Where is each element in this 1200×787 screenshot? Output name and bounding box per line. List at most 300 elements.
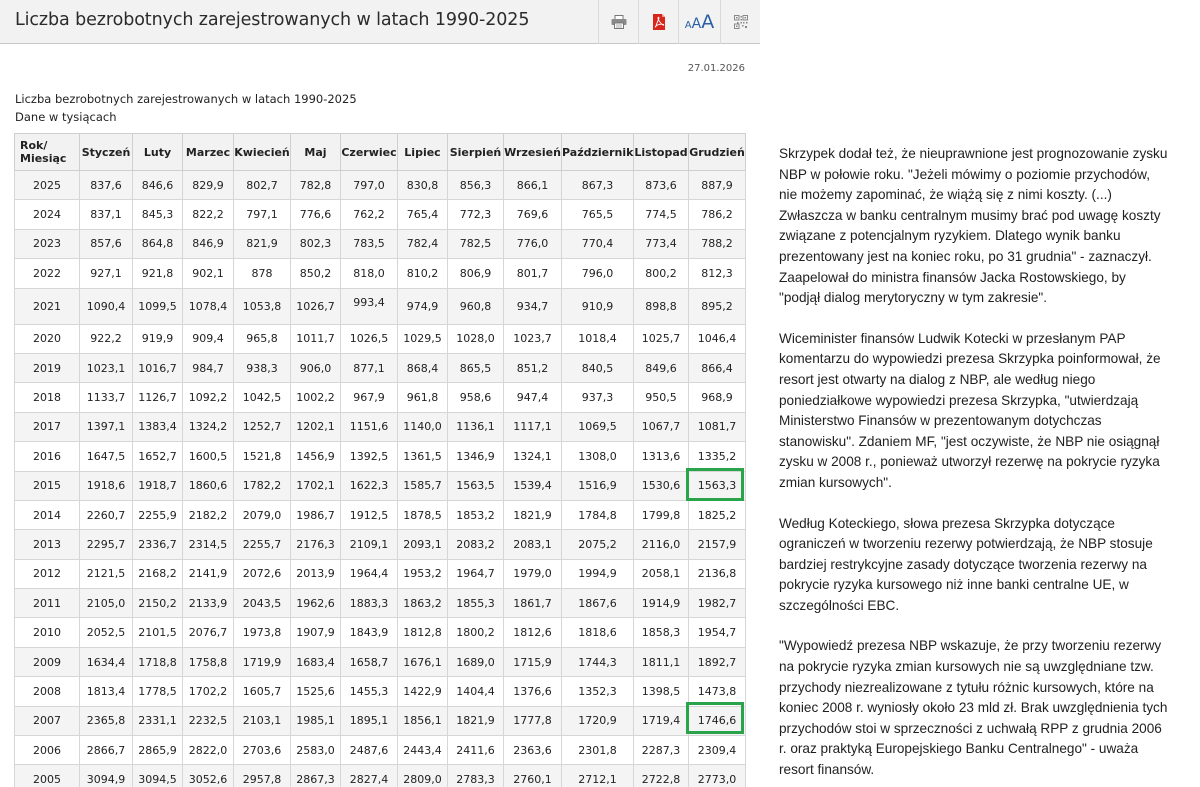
value-cell: 1895,1	[341, 706, 398, 735]
value-cell: 2773,0	[689, 765, 746, 787]
value-cell: 1392,5	[341, 442, 398, 471]
value-cell: 2075,2	[562, 530, 634, 559]
value-cell: 1078,4	[183, 288, 234, 324]
month-header: Listopad	[634, 134, 689, 171]
value-cell: 887,9	[689, 171, 746, 200]
value-cell: 802,7	[234, 171, 291, 200]
value-cell: 1964,7	[448, 559, 504, 588]
value-cell: 1335,2	[689, 442, 746, 471]
value-cell: 1973,8	[234, 618, 291, 647]
value-cell: 1843,9	[341, 618, 398, 647]
value-cell: 1744,3	[562, 647, 634, 676]
value-cell: 1813,4	[80, 677, 133, 706]
table-row	[15, 200, 746, 229]
value-cell: 2443,4	[398, 736, 448, 765]
value-cell: 2314,5	[183, 530, 234, 559]
pdf-button[interactable]	[638, 0, 678, 44]
table-row	[15, 442, 746, 471]
month-header: Czerwiec	[341, 134, 398, 171]
value-cell: 796,0	[562, 259, 634, 288]
article	[779, 144, 1169, 787]
value-cell: 837,1	[80, 200, 133, 229]
header-bar	[0, 0, 760, 44]
value-cell: 1028,0	[448, 324, 504, 353]
year-cell: 2017	[15, 412, 80, 441]
value-cell: 770,4	[562, 229, 634, 258]
value-cell: 1818,6	[562, 618, 634, 647]
font-large-glyph[interactable]: A	[701, 10, 715, 33]
value-cell: 857,6	[80, 229, 133, 258]
value-cell: 1563,3	[689, 471, 746, 500]
value-cell: 2363,6	[504, 736, 562, 765]
value-cell: 2116,0	[634, 530, 689, 559]
value-cell: 818,0	[341, 259, 398, 288]
article-paragraph: Skrzypek dodał też, że nieuprawnione jest prognozowanie zysku NBP w połowie roku. "Jeżeli mówimy o poziomie przychodów, nie możemy zapominać, że wiążą się z nimi koszty. (...) Zwłaszcza w banku centralnym musimy brać pod uwagę koszty związane z potencjalnym ryzykiem. Dlatego wynik banku prezentowany jest na koniec roku, po 31 grudnia" - zaznaczył. Zaapelował do ministra finansów Jacka Rostowskiego, by "podjął dialog merytoryczny w tym zakresie".	[779, 146, 1168, 306]
value-cell: 1456,9	[291, 442, 341, 471]
value-cell: 1799,8	[634, 500, 689, 529]
font-small-glyph[interactable]: A	[684, 19, 692, 31]
value-cell: 851,2	[504, 353, 562, 382]
value-cell: 1918,7	[133, 471, 183, 500]
value-cell: 961,8	[398, 383, 448, 412]
table-caption-title: Liczba bezrobotnych zarejestrowanych w latach 1990-2025	[15, 92, 357, 106]
qr-code-icon	[734, 15, 748, 29]
value-cell: 873,6	[634, 171, 689, 200]
year-cell: 2009	[15, 647, 80, 676]
value-cell: 1863,2	[398, 589, 448, 618]
year-cell: 2006	[15, 736, 80, 765]
value-cell: 1324,1	[504, 442, 562, 471]
value-cell: 1026,5	[341, 324, 398, 353]
value-cell: 1398,5	[634, 677, 689, 706]
value-cell: 829,9	[183, 171, 234, 200]
value-cell: 2260,7	[80, 500, 133, 529]
value-cell: 1525,6	[291, 677, 341, 706]
value-cell: 2703,6	[234, 736, 291, 765]
value-cell: 1867,6	[562, 589, 634, 618]
value-cell: 1011,7	[291, 324, 341, 353]
value-cell: 910,9	[562, 288, 634, 324]
value-cell: 776,6	[291, 200, 341, 229]
month-header: Grudzień	[689, 134, 746, 171]
table-row	[15, 765, 746, 787]
value-cell: 1800,2	[448, 618, 504, 647]
value-cell: 1784,8	[562, 500, 634, 529]
value-cell: 2176,3	[291, 530, 341, 559]
value-cell: 2809,0	[398, 765, 448, 787]
value-cell: 801,7	[504, 259, 562, 288]
value-cell: 1883,3	[341, 589, 398, 618]
value-cell: 1397,1	[80, 412, 133, 441]
value-cell: 2121,5	[80, 559, 133, 588]
value-cell: 1252,7	[234, 412, 291, 441]
value-cell: 2083,2	[448, 530, 504, 559]
value-cell: 2255,7	[234, 530, 291, 559]
value-cell: 849,6	[634, 353, 689, 382]
year-month-header	[15, 134, 80, 171]
table-row	[15, 618, 746, 647]
value-cell: 1811,1	[634, 647, 689, 676]
value-cell: 1912,5	[341, 500, 398, 529]
report-date: 27.01.2026	[687, 63, 745, 74]
value-cell: 2867,3	[291, 765, 341, 787]
value-cell: 845,3	[133, 200, 183, 229]
font-size-icon	[684, 10, 715, 33]
article-paragraph: Według Koteckiego, słowa prezesa Skrzypka dotyczące ograniczeń w tworzeniu rezerwy potwierdzają, że NBP stosuje bardziej restrykcyjne zasady dotyczące tworzenia rezerwy na pokrycie ryzyka kursowego niż inne banki centralne UE, w szczególności EBC.	[779, 515, 1153, 613]
table-row	[15, 500, 746, 529]
value-cell: 1719,9	[234, 647, 291, 676]
value-cell: 806,9	[448, 259, 504, 288]
value-cell: 782,4	[398, 229, 448, 258]
value-cell: 1777,8	[504, 706, 562, 735]
value-cell: 840,5	[562, 353, 634, 382]
value-cell: 2136,8	[689, 559, 746, 588]
value-cell: 3094,5	[133, 765, 183, 787]
value-cell: 810,2	[398, 259, 448, 288]
value-cell: 1605,7	[234, 677, 291, 706]
value-cell: 1979,0	[504, 559, 562, 588]
table-header-row	[15, 134, 746, 171]
table-caption-unit: Dane w tysiącach	[15, 110, 117, 124]
table-row	[15, 736, 746, 765]
year-cell: 2007	[15, 706, 80, 735]
value-cell: 1878,5	[398, 500, 448, 529]
month-header: Maj	[291, 134, 341, 171]
value-cell: 927,1	[80, 259, 133, 288]
value-cell: 1634,4	[80, 647, 133, 676]
table-row	[15, 706, 746, 735]
value-cell: 2295,7	[80, 530, 133, 559]
year-cell: 2025	[15, 171, 80, 200]
value-cell: 958,6	[448, 383, 504, 412]
value-cell: 1622,3	[341, 471, 398, 500]
value-cell: 1812,8	[398, 618, 448, 647]
year-cell: 2010	[15, 618, 80, 647]
print-button[interactable]	[598, 0, 638, 44]
value-cell: 1126,7	[133, 383, 183, 412]
qr-code-button[interactable]	[720, 0, 760, 44]
value-cell: 1914,9	[634, 589, 689, 618]
value-cell: 1563,5	[448, 471, 504, 500]
value-cell: 1715,9	[504, 647, 562, 676]
value-cell: 2103,1	[234, 706, 291, 735]
value-cell: 2309,4	[689, 736, 746, 765]
value-cell: 2109,1	[341, 530, 398, 559]
month-header: Styczeń	[80, 134, 133, 171]
value-cell: 1067,7	[634, 412, 689, 441]
value-cell: 2365,8	[80, 706, 133, 735]
value-cell: 762,2	[341, 200, 398, 229]
value-cell: 797,1	[234, 200, 291, 229]
value-cell: 2331,1	[133, 706, 183, 735]
month-header: Kwiecień	[234, 134, 291, 171]
value-cell: 830,8	[398, 171, 448, 200]
value-cell: 960,8	[448, 288, 504, 324]
value-cell: 1455,3	[341, 677, 398, 706]
value-cell: 1053,8	[234, 288, 291, 324]
value-cell: 797,0	[341, 171, 398, 200]
value-cell: 765,4	[398, 200, 448, 229]
value-cell: 934,7	[504, 288, 562, 324]
value-cell: 2150,2	[133, 589, 183, 618]
value-cell: 2336,7	[133, 530, 183, 559]
value-cell: 1539,4	[504, 471, 562, 500]
value-cell: 773,4	[634, 229, 689, 258]
month-header: Wrzesień	[504, 134, 562, 171]
year-header-line2: Miesiąc	[20, 152, 67, 165]
year-cell: 2024	[15, 200, 80, 229]
value-cell: 1473,8	[689, 677, 746, 706]
table-row	[15, 647, 746, 676]
value-cell: 1404,4	[448, 677, 504, 706]
value-cell: 1069,5	[562, 412, 634, 441]
year-cell: 2016	[15, 442, 80, 471]
value-cell: 1858,3	[634, 618, 689, 647]
value-cell: 1025,7	[634, 324, 689, 353]
value-cell: 2287,3	[634, 736, 689, 765]
value-cell: 1856,1	[398, 706, 448, 735]
year-cell: 2014	[15, 500, 80, 529]
value-cell: 2722,8	[634, 765, 689, 787]
value-cell: 1324,2	[183, 412, 234, 441]
year-cell: 2015	[15, 471, 80, 500]
value-cell: 1092,2	[183, 383, 234, 412]
year-cell: 2005	[15, 765, 80, 787]
year-cell: 2021	[15, 288, 80, 324]
value-cell: 1346,9	[448, 442, 504, 471]
year-cell: 2022	[15, 259, 80, 288]
value-cell: 2783,3	[448, 765, 504, 787]
value-cell: 2255,9	[133, 500, 183, 529]
value-cell: 1361,5	[398, 442, 448, 471]
value-cell: 950,5	[634, 383, 689, 412]
table-row	[15, 324, 746, 353]
year-cell: 2012	[15, 559, 80, 588]
month-header: Marzec	[183, 134, 234, 171]
value-cell: 1986,7	[291, 500, 341, 529]
value-cell: 1652,7	[133, 442, 183, 471]
value-cell: 822,2	[183, 200, 234, 229]
value-cell: 922,2	[80, 324, 133, 353]
value-cell: 866,4	[689, 353, 746, 382]
value-cell: 2093,1	[398, 530, 448, 559]
value-cell: 2079,0	[234, 500, 291, 529]
value-cell: 1954,7	[689, 618, 746, 647]
value-cell: 1658,7	[341, 647, 398, 676]
year-header-line1: Rok/	[20, 139, 48, 152]
value-cell: 772,3	[448, 200, 504, 229]
value-cell: 2827,4	[341, 765, 398, 787]
value-cell: 909,4	[183, 324, 234, 353]
table-row	[15, 677, 746, 706]
value-cell: 965,8	[234, 324, 291, 353]
value-cell: 846,9	[183, 229, 234, 258]
value-cell: 1907,9	[291, 618, 341, 647]
year-cell: 2020	[15, 324, 80, 353]
value-cell: 2105,0	[80, 589, 133, 618]
value-cell: 2133,9	[183, 589, 234, 618]
value-cell: 993,4	[341, 288, 398, 324]
pdf-icon	[652, 14, 666, 30]
value-cell: 865,5	[448, 353, 504, 382]
value-cell: 1812,6	[504, 618, 562, 647]
value-cell: 1778,5	[133, 677, 183, 706]
value-cell: 1718,8	[133, 647, 183, 676]
month-header: Sierpień	[448, 134, 504, 171]
value-cell: 850,2	[291, 259, 341, 288]
value-cell: 2487,6	[341, 736, 398, 765]
table-row	[15, 353, 746, 382]
year-cell: 2008	[15, 677, 80, 706]
value-cell: 1023,7	[504, 324, 562, 353]
table-caption	[15, 90, 357, 126]
value-cell: 1746,6	[689, 706, 746, 735]
article-paragraph: "Wypowiedź prezesa NBP wskazuje, że przy tworzeniu rezerwy na pokrycie ryzyka zmian kursowych nie są uwzględniane tzw. przychody niezrealizowane z tytułu różnic kursowych, które na koniec 2008 r. wyniosły około 23 mld zł. Brak uwzględnienia tych przychodów stoi w sprzeczności z uchwałą RPP z grudnia 2006 r. oraz praktyką Europejskiego Banku Centralnego" - uważa resort finansów.	[779, 638, 1168, 778]
value-cell: 2957,8	[234, 765, 291, 787]
value-cell: 765,5	[562, 200, 634, 229]
value-cell: 1023,1	[80, 353, 133, 382]
value-cell: 1202,1	[291, 412, 341, 441]
value-cell: 1985,1	[291, 706, 341, 735]
table-row	[15, 259, 746, 288]
value-cell: 2865,9	[133, 736, 183, 765]
value-cell: 1853,2	[448, 500, 504, 529]
value-cell: 1918,6	[80, 471, 133, 500]
value-cell: 1855,3	[448, 589, 504, 618]
value-cell: 800,2	[634, 259, 689, 288]
value-cell: 1892,7	[689, 647, 746, 676]
printer-icon	[611, 15, 627, 29]
value-cell: 1821,9	[448, 706, 504, 735]
article-paragraph: Wiceminister finansów Ludwik Kotecki w przesłanym PAP komentarzu do wypowiedzi prezesa Skrzypka poinformował, że resort jest otwarty na dialog z NBP, ale według niego poniedziałkowe wypowiedzi prezesa Skrzypka, "utwierdzają Ministerstwo Finansów w prezentowanym dotychczas stanowisku". Zdaniem MF, "jest oczywiste, że NBP nie osiągnął zysku w 2008 r., ponieważ utworzył rezerwę na pokrycie ryzyka zmian kursowych".	[779, 330, 1161, 490]
value-cell: 937,3	[562, 383, 634, 412]
value-cell: 895,2	[689, 288, 746, 324]
value-cell: 2076,7	[183, 618, 234, 647]
value-cell: 864,8	[133, 229, 183, 258]
value-cell: 1530,6	[634, 471, 689, 500]
value-cell: 1821,9	[504, 500, 562, 529]
value-cell: 1376,6	[504, 677, 562, 706]
month-header: Luty	[133, 134, 183, 171]
year-cell: 2023	[15, 229, 80, 258]
value-cell: 1313,6	[634, 442, 689, 471]
value-cell: 1026,7	[291, 288, 341, 324]
month-header: Lipiec	[398, 134, 448, 171]
value-cell: 947,4	[504, 383, 562, 412]
value-cell: 1689,0	[448, 647, 504, 676]
value-cell: 2083,1	[504, 530, 562, 559]
value-cell: 1782,2	[234, 471, 291, 500]
value-cell: 1308,0	[562, 442, 634, 471]
value-cell: 2822,0	[183, 736, 234, 765]
value-cell: 783,5	[341, 229, 398, 258]
value-cell: 788,2	[689, 229, 746, 258]
value-cell: 2013,9	[291, 559, 341, 588]
value-cell: 1994,9	[562, 559, 634, 588]
value-cell: 1720,9	[562, 706, 634, 735]
value-cell: 968,9	[689, 383, 746, 412]
value-cell: 1758,8	[183, 647, 234, 676]
value-cell: 867,3	[562, 171, 634, 200]
year-cell: 2013	[15, 530, 80, 559]
value-cell: 1702,1	[291, 471, 341, 500]
value-cell: 786,2	[689, 200, 746, 229]
font-size-button[interactable]	[678, 0, 720, 44]
month-header: Październik	[562, 134, 634, 171]
value-cell: 919,9	[133, 324, 183, 353]
value-cell: 1516,9	[562, 471, 634, 500]
table-row	[15, 559, 746, 588]
year-cell: 2011	[15, 589, 80, 618]
font-medium-glyph[interactable]: A	[691, 15, 702, 32]
value-cell: 1136,1	[448, 412, 504, 441]
value-cell: 1133,7	[80, 383, 133, 412]
value-cell: 1521,8	[234, 442, 291, 471]
value-cell: 1953,2	[398, 559, 448, 588]
value-cell: 1029,5	[398, 324, 448, 353]
value-cell: 938,3	[234, 353, 291, 382]
year-cell: 2019	[15, 353, 80, 382]
table-row	[15, 171, 746, 200]
value-cell: 1861,7	[504, 589, 562, 618]
value-cell: 2101,5	[133, 618, 183, 647]
table-row	[15, 383, 746, 412]
value-cell: 1719,4	[634, 706, 689, 735]
value-cell: 776,0	[504, 229, 562, 258]
value-cell: 2058,1	[634, 559, 689, 588]
value-cell: 1585,7	[398, 471, 448, 500]
value-cell: 974,9	[398, 288, 448, 324]
value-cell: 1081,7	[689, 412, 746, 441]
value-cell: 812,3	[689, 259, 746, 288]
value-cell: 1352,3	[562, 677, 634, 706]
value-cell: 769,6	[504, 200, 562, 229]
value-cell: 837,6	[80, 171, 133, 200]
table-row	[15, 471, 746, 500]
value-cell: 856,3	[448, 171, 504, 200]
value-cell: 866,1	[504, 171, 562, 200]
value-cell: 1982,7	[689, 589, 746, 618]
value-cell: 1140,0	[398, 412, 448, 441]
value-cell: 902,1	[183, 259, 234, 288]
value-cell: 1018,4	[562, 324, 634, 353]
value-cell: 1002,2	[291, 383, 341, 412]
year-cell: 2018	[15, 383, 80, 412]
value-cell: 906,0	[291, 353, 341, 382]
value-cell: 1042,5	[234, 383, 291, 412]
value-cell: 846,6	[133, 171, 183, 200]
value-cell: 984,7	[183, 353, 234, 382]
value-cell: 1702,2	[183, 677, 234, 706]
value-cell: 2411,6	[448, 736, 504, 765]
table-row	[15, 288, 746, 324]
value-cell: 2141,9	[183, 559, 234, 588]
value-cell: 2583,0	[291, 736, 341, 765]
value-cell: 3052,6	[183, 765, 234, 787]
value-cell: 782,5	[448, 229, 504, 258]
value-cell: 898,8	[634, 288, 689, 324]
value-cell: 921,8	[133, 259, 183, 288]
value-cell: 1046,4	[689, 324, 746, 353]
value-cell: 1117,1	[504, 412, 562, 441]
value-cell: 878	[234, 259, 291, 288]
value-cell: 2157,9	[689, 530, 746, 559]
value-cell: 802,3	[291, 229, 341, 258]
value-cell: 877,1	[341, 353, 398, 382]
value-cell: 1825,2	[689, 500, 746, 529]
value-cell: 1860,6	[183, 471, 234, 500]
value-cell: 967,9	[341, 383, 398, 412]
